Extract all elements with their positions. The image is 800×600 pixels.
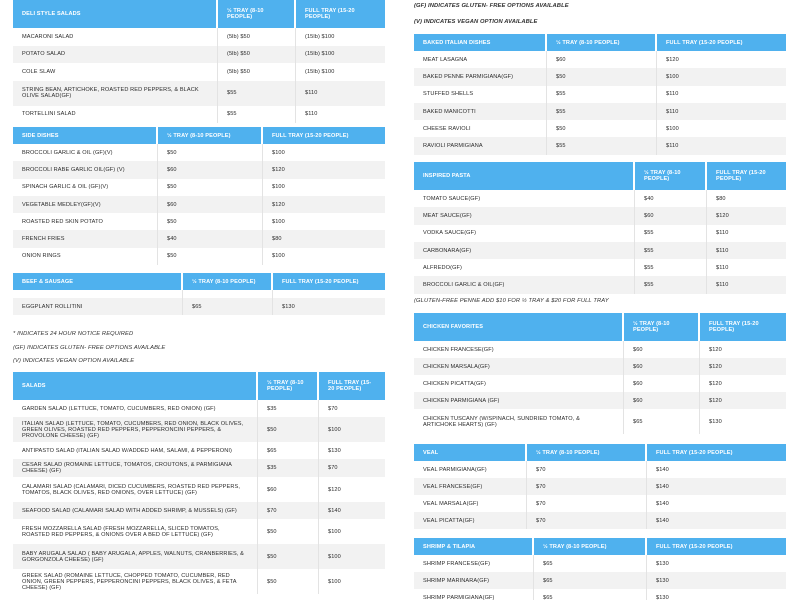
item-name: VEAL PARMIGIANA(GF) bbox=[414, 461, 527, 478]
item-name: BAKED MANICOTTI bbox=[414, 103, 547, 120]
veal-section bbox=[414, 444, 786, 531]
full-tray-price: (15lb) $100 bbox=[296, 63, 385, 81]
table-row bbox=[13, 196, 385, 213]
table-row bbox=[414, 242, 786, 259]
veal-table bbox=[414, 444, 786, 529]
table-row bbox=[414, 120, 786, 137]
deli-salads-table bbox=[13, 0, 385, 123]
full-tray-price: $130 bbox=[273, 298, 385, 315]
shrimp-header-row bbox=[414, 538, 786, 555]
half-tray-price: $70 bbox=[258, 502, 319, 519]
item-name: FRENCH FRIES bbox=[13, 230, 158, 247]
side-dishes-table bbox=[13, 127, 385, 265]
table-row bbox=[13, 569, 385, 594]
item-name: EGGPLANT ROLLITINI bbox=[13, 298, 183, 315]
item-name: CHICKEN MARSALA(GF) bbox=[414, 358, 624, 375]
full-tray-header: FULL TRAY (15-20 PEOPLE) bbox=[700, 313, 786, 341]
table-row bbox=[13, 544, 385, 569]
half-tray-price: $65 bbox=[624, 409, 700, 434]
table-row bbox=[13, 144, 385, 161]
table-row bbox=[414, 555, 786, 572]
half-tray-price: (5lb) $50 bbox=[218, 63, 296, 81]
full-tray-price: $100 bbox=[319, 544, 385, 569]
item-name: SPINACH GARLIC & OIL (GF)(V) bbox=[13, 179, 158, 196]
half-tray-price: $50 bbox=[158, 144, 263, 161]
half-tray-header: ½ TRAY (8-10 PEOPLE) bbox=[158, 127, 263, 144]
half-tray-header: ½ TRAY (8-10 PEOPLE) bbox=[218, 0, 296, 28]
half-tray-header: ½ TRAY (8-10 PEOPLE) bbox=[534, 538, 647, 555]
half-tray-price: $55 bbox=[635, 259, 707, 276]
full-tray-header: FULL TRAY (15-20 PEOPLE) bbox=[647, 444, 786, 461]
note-gluten-free-right: (GF) INDICATES GLUTEN- FREE OPTIONS AVAILABLE bbox=[414, 3, 569, 9]
section-title: INSPIRED PASTA bbox=[414, 162, 635, 190]
baked-header-row bbox=[414, 34, 786, 51]
note-gluten-free: (GF) INDICATES GLUTEN- FREE OPTIONS AVAILABLE bbox=[13, 345, 166, 351]
item-name: GREEK SALAD (ROMAINE LETTUCE, CHOPPED TOMATO, CUCUMBER, RED ONION, GREEN PEPPERS, PEPPERONCINI PEPPERS, BLACK OLIVES, & FETA CHEESE) (GF) bbox=[13, 569, 258, 594]
table-row bbox=[13, 442, 385, 459]
half-tray-price: $50 bbox=[158, 179, 263, 196]
half-tray-price: $50 bbox=[158, 248, 263, 265]
beef-header-row bbox=[13, 273, 385, 290]
table-row bbox=[13, 63, 385, 81]
item-name: ANTIPASTO SALAD (ITALIAN SALAD W/ADDED HAM, SALAMI, & PEPPERONI) bbox=[13, 442, 258, 459]
full-tray-price: $110 bbox=[657, 86, 786, 103]
item-name: SHRIMP FRANCESE(GF) bbox=[414, 555, 534, 572]
item-name: ROASTED RED SKIN POTATO bbox=[13, 213, 158, 230]
item-name: SHRIMP MARINARA(GF) bbox=[414, 572, 534, 589]
sides-header-row bbox=[13, 127, 385, 144]
half-tray-price: $50 bbox=[158, 213, 263, 230]
table-row bbox=[13, 213, 385, 230]
salads-table bbox=[13, 372, 385, 594]
full-tray-price: $120 bbox=[707, 207, 786, 224]
item-name: MEAT LASAGNA bbox=[414, 51, 547, 68]
half-tray-price: $55 bbox=[635, 276, 707, 293]
section-title: BAKED ITALIAN DISHES bbox=[414, 34, 547, 51]
full-tray-header: FULL TRAY (15-20 PEOPLE) bbox=[707, 162, 786, 190]
item-name: SHRIMP PARMIGIANA(GF) bbox=[414, 589, 534, 600]
item-name: BABY ARUGALA SALAD ( BABY ARUGALA, APPLES, WALNUTS, CRANBERRIES, & GORGONZOLA CHEESE) (GF) bbox=[13, 544, 258, 569]
chicken-favorites-table bbox=[414, 313, 786, 434]
item-name: CHEESE RAVIOLI bbox=[414, 120, 547, 137]
table-row bbox=[414, 461, 786, 478]
full-tray-price: $140 bbox=[319, 502, 385, 519]
table-row bbox=[414, 392, 786, 409]
full-tray-header: FULL TRAY (15-20 PEOPLE) bbox=[273, 273, 385, 290]
table-row bbox=[13, 400, 385, 417]
item-name: TORTELLINI SALAD bbox=[13, 106, 218, 124]
section-title: BEEF & SAUSAGE bbox=[13, 273, 183, 290]
half-tray-price: $55 bbox=[218, 106, 296, 124]
half-tray-price: $50 bbox=[258, 519, 319, 544]
baked-italian-section bbox=[414, 34, 786, 155]
item-name: STUFFED SHELLS bbox=[414, 86, 547, 103]
item-name: CHICKEN TUSCANY (W/SPINACH, SUNDRIED TOMATO, & ARTICHOKE HEARTS) (GF) bbox=[414, 409, 624, 434]
full-tray-price: $130 bbox=[647, 555, 786, 572]
full-tray-price: $80 bbox=[263, 230, 385, 247]
chicken-header-row bbox=[414, 313, 786, 341]
table-row bbox=[414, 51, 786, 68]
note-vegan: (V) INDICATES VEGAN OPTION AVAILABLE bbox=[13, 358, 135, 364]
half-tray-price: $60 bbox=[624, 392, 700, 409]
table-row bbox=[414, 68, 786, 85]
half-tray-price: $70 bbox=[527, 478, 647, 495]
table-row bbox=[13, 459, 385, 477]
half-tray-price: $60 bbox=[547, 51, 657, 68]
table-row bbox=[13, 519, 385, 544]
full-tray-price: $110 bbox=[707, 242, 786, 259]
half-tray-price: $65 bbox=[183, 298, 273, 315]
item-name: VEAL MARSALA(GF) bbox=[414, 495, 527, 512]
full-tray-price: $140 bbox=[647, 495, 786, 512]
table-row bbox=[13, 161, 385, 178]
full-tray-price: $120 bbox=[700, 392, 786, 409]
item-name: FRESH MOZZARELLA SALAD (FRESH MOZZARELLA, SLICED TOMATOS, ROASTED RED PEPPERS, & ONIONS OVER A BED OF LETTUCE) (GF) bbox=[13, 519, 258, 544]
item-name: BROCCOLI GARLIC & OIL(GF) bbox=[414, 276, 635, 293]
item-name: CHICKEN PARMIGIANA (GF) bbox=[414, 392, 624, 409]
item-name: ALFREDO(GF) bbox=[414, 259, 635, 276]
item-name: TOMATO SAUCE(GF) bbox=[414, 190, 635, 207]
table-row bbox=[13, 230, 385, 247]
pasta-header-row bbox=[414, 162, 786, 190]
full-tray-price: $100 bbox=[657, 120, 786, 137]
baked-italian-table bbox=[414, 34, 786, 155]
table-row bbox=[414, 572, 786, 589]
full-tray-price: $100 bbox=[319, 417, 385, 442]
table-row bbox=[414, 341, 786, 358]
table-row bbox=[414, 478, 786, 495]
salads-header-row bbox=[13, 372, 385, 400]
item-name: RAVIOLI PARMIGIANA bbox=[414, 137, 547, 154]
table-row bbox=[414, 225, 786, 242]
half-tray-header: ½ TRAY (8-10 PEOPLE) bbox=[635, 162, 707, 190]
full-tray-header: FULL TRAY (15-20 PEOPLE) bbox=[263, 127, 385, 144]
beef-sausage-table bbox=[13, 273, 385, 315]
full-tray-price: $110 bbox=[657, 103, 786, 120]
half-tray-price: $35 bbox=[258, 459, 319, 477]
half-tray-price: $60 bbox=[158, 196, 263, 213]
table-row bbox=[13, 248, 385, 265]
table-row bbox=[13, 477, 385, 502]
salads-section bbox=[13, 372, 385, 600]
half-tray-header: ½ TRAY (8-10 PEOPLE) bbox=[527, 444, 647, 461]
item-name: BROCCOLI GARLIC & OIL (GF)(V) bbox=[13, 144, 158, 161]
table-row bbox=[414, 137, 786, 154]
half-tray-price: (5lb) $50 bbox=[218, 28, 296, 46]
section-title: SALADS bbox=[13, 372, 258, 400]
section-title: DELI STYLE SALADS bbox=[13, 0, 218, 28]
beef-sausage-section bbox=[13, 273, 385, 325]
full-tray-price: $120 bbox=[263, 196, 385, 213]
full-tray-price: $120 bbox=[263, 161, 385, 178]
table-row bbox=[414, 103, 786, 120]
table-row bbox=[414, 207, 786, 224]
item-name: BAKED PENNE PARMIGIANA(GF) bbox=[414, 68, 547, 85]
table-row bbox=[13, 106, 385, 124]
full-tray-price: $100 bbox=[263, 179, 385, 196]
veal-header-row bbox=[414, 444, 786, 461]
section-title: SHRIMP & TILAPIA bbox=[414, 538, 534, 555]
full-tray-price: $110 bbox=[657, 137, 786, 154]
section-title: SIDE DISHES bbox=[13, 127, 158, 144]
table-row bbox=[414, 512, 786, 529]
half-tray-price: $60 bbox=[258, 477, 319, 502]
table-row bbox=[13, 46, 385, 64]
table-row bbox=[414, 409, 786, 434]
half-tray-price: $55 bbox=[547, 137, 657, 154]
table-row bbox=[414, 276, 786, 293]
half-tray-price: $65 bbox=[258, 442, 319, 459]
item-name: STRING BEAN, ARTICHOKE, ROASTED RED PEPPERS, & BLACK OLIVE SALAD(GF) bbox=[13, 81, 218, 106]
full-tray-price: $80 bbox=[707, 190, 786, 207]
item-name: CHICKEN PICATTA(GF) bbox=[414, 375, 624, 392]
full-tray-price: $110 bbox=[707, 225, 786, 242]
deli-header-row bbox=[13, 0, 385, 28]
half-tray-price: $65 bbox=[534, 555, 647, 572]
full-tray-price: $100 bbox=[263, 213, 385, 230]
full-tray-price: $70 bbox=[319, 459, 385, 477]
item-name: CESAR SALAD (ROMAINE LETTUCE, TOMATOS, CROUTONS, & PARMIGIANA CHEESE) (GF) bbox=[13, 459, 258, 477]
full-tray-header: FULL TRAY (15-20 PEOPLE) bbox=[647, 538, 786, 555]
table-row bbox=[414, 375, 786, 392]
full-tray-price: $120 bbox=[319, 477, 385, 502]
table-row bbox=[414, 589, 786, 600]
half-tray-price: $70 bbox=[527, 495, 647, 512]
full-tray-price: $120 bbox=[700, 375, 786, 392]
section-title: CHICKEN FAVORITES bbox=[414, 313, 624, 341]
note-vegan-right: (V) INDICATES VEGAN OPTION AVAILABLE bbox=[414, 19, 538, 25]
half-tray-price: $70 bbox=[527, 461, 647, 478]
half-tray-price: $50 bbox=[258, 569, 319, 594]
full-tray-price: $130 bbox=[700, 409, 786, 434]
item-name: VEAL PICATTA(GF) bbox=[414, 512, 527, 529]
half-tray-price: $55 bbox=[635, 225, 707, 242]
full-tray-price: $100 bbox=[319, 519, 385, 544]
table-row bbox=[13, 179, 385, 196]
full-tray-price: $110 bbox=[707, 276, 786, 293]
half-tray-price: $60 bbox=[624, 358, 700, 375]
table-row bbox=[13, 298, 385, 315]
item-name: CARBONARA(GF) bbox=[414, 242, 635, 259]
item-name: VODKA SAUCE(GF) bbox=[414, 225, 635, 242]
half-tray-header: ½ TRAY (8-10 PEOPLE) bbox=[258, 372, 319, 400]
item-name: ONION RINGS bbox=[13, 248, 158, 265]
half-tray-price: $70 bbox=[527, 512, 647, 529]
half-tray-header: ½ TRAY (8-10 PEOPLE) bbox=[547, 34, 657, 51]
table-row bbox=[13, 81, 385, 106]
table-row bbox=[414, 86, 786, 103]
half-tray-header: ½ TRAY (8-10 PEOPLE) bbox=[624, 313, 700, 341]
full-tray-price: $110 bbox=[707, 259, 786, 276]
table-row bbox=[414, 259, 786, 276]
full-tray-price: $140 bbox=[647, 478, 786, 495]
half-tray-price: $65 bbox=[534, 572, 647, 589]
half-tray-price: $50 bbox=[258, 417, 319, 442]
half-tray-price: $60 bbox=[158, 161, 263, 178]
item-name: MEAT SAUCE(GF) bbox=[414, 207, 635, 224]
half-tray-price: (5lb) $50 bbox=[218, 46, 296, 64]
table-row bbox=[13, 417, 385, 442]
full-tray-price: $130 bbox=[647, 589, 786, 600]
deli-salads-section bbox=[13, 0, 385, 123]
item-name: VEAL FRANCESE(GF) bbox=[414, 478, 527, 495]
section-title: VEAL bbox=[414, 444, 527, 461]
full-tray-price: $70 bbox=[319, 400, 385, 417]
full-tray-header: FULL TRAY (15-20 PEOPLE) bbox=[657, 34, 786, 51]
full-tray-header: FULL TRAY (15-20 PEOPLE) bbox=[319, 372, 385, 400]
half-tray-price: $55 bbox=[547, 86, 657, 103]
item-name: COLE SLAW bbox=[13, 63, 218, 81]
half-tray-price: $55 bbox=[218, 81, 296, 106]
full-tray-price: $100 bbox=[263, 144, 385, 161]
half-tray-price: $55 bbox=[635, 242, 707, 259]
chicken-favorites-section bbox=[414, 313, 786, 441]
full-tray-price: $120 bbox=[700, 341, 786, 358]
table-row bbox=[13, 502, 385, 519]
half-tray-header: ½ TRAY (8-10 PEOPLE) bbox=[183, 273, 273, 290]
table-row bbox=[13, 28, 385, 46]
table-row bbox=[13, 290, 385, 298]
item-name: BROCCOLI RABE GARLIC OIL(GF) (V) bbox=[13, 161, 158, 178]
full-tray-price: $120 bbox=[700, 358, 786, 375]
full-tray-price: $100 bbox=[263, 248, 385, 265]
item-name: VEGETABLE MEDLEY(GF)(V) bbox=[13, 196, 158, 213]
half-tray-price: $35 bbox=[258, 400, 319, 417]
table-row bbox=[414, 190, 786, 207]
table-row bbox=[414, 358, 786, 375]
full-tray-price: (15lb) $100 bbox=[296, 28, 385, 46]
note-24-hour: * INDICATES 24 HOUR NOTICE REQUIRED bbox=[13, 331, 134, 337]
inspired-pasta-section bbox=[414, 162, 786, 294]
full-tray-price: $120 bbox=[657, 51, 786, 68]
inspired-pasta-table bbox=[414, 162, 786, 294]
full-tray-price: (15lb) $100 bbox=[296, 46, 385, 64]
full-tray-price: $130 bbox=[647, 572, 786, 589]
item-name: SEAFOOD SALAD (CALAMARI SALAD WITH ADDED SHRIMP, & MUSSELS) (GF) bbox=[13, 502, 258, 519]
shrimp-tilapia-section bbox=[414, 538, 786, 600]
half-tray-price: $50 bbox=[547, 120, 657, 137]
item-name: POTATO SALAD bbox=[13, 46, 218, 64]
half-tray-price: $40 bbox=[635, 190, 707, 207]
full-tray-price: $100 bbox=[319, 569, 385, 594]
full-tray-price: $110 bbox=[296, 106, 385, 124]
item-name: CALAMARI SALAD (CALAMARI, DICED CUCUMBERS, ROASTED RED PEPPERS, TOMATOS, BLACK OLIVES, RED ONIONS, OVER LETTUCE) (GF) bbox=[13, 477, 258, 502]
full-tray-price: $130 bbox=[319, 442, 385, 459]
item-name: MACARONI SALAD bbox=[13, 28, 218, 46]
full-tray-price: $140 bbox=[647, 461, 786, 478]
half-tray-price: $50 bbox=[258, 544, 319, 569]
half-tray-price: $60 bbox=[635, 207, 707, 224]
full-tray-price: $140 bbox=[647, 512, 786, 529]
shrimp-tilapia-table bbox=[414, 538, 786, 600]
half-tray-price: $55 bbox=[547, 103, 657, 120]
half-tray-price: $60 bbox=[624, 375, 700, 392]
half-tray-price: $60 bbox=[624, 341, 700, 358]
full-tray-price: $110 bbox=[296, 81, 385, 106]
item-name: GARDEN SALAD (LETTUCE, TOMATO, CUCUMBERS, RED ONION) (GF) bbox=[13, 400, 258, 417]
gluten-free-penne-note: (GLUTEN-FREE PENNE ADD $10 FOR ½ TRAY & $20 FOR FULL TRAY bbox=[414, 298, 609, 304]
full-tray-price: $100 bbox=[657, 68, 786, 85]
half-tray-price: $65 bbox=[534, 589, 647, 600]
table-row bbox=[414, 495, 786, 512]
item-name: ITALIAN SALAD (LETTUCE, TOMATO, CUCUMBERS, RED ONION, BLACK OLIVES, GREEN OLIVES, ROASTED RED PEPPERS, PEPPERONCINI PEPPERS, & PROVOLONE CHEESE) (GF) bbox=[13, 417, 258, 442]
half-tray-price: $50 bbox=[547, 68, 657, 85]
full-tray-header: FULL TRAY (15-20 PEOPLE) bbox=[296, 0, 385, 28]
item-name: CHICKEN FRANCESE(GF) bbox=[414, 341, 624, 358]
side-dishes-section bbox=[13, 127, 385, 267]
half-tray-price: $40 bbox=[158, 230, 263, 247]
